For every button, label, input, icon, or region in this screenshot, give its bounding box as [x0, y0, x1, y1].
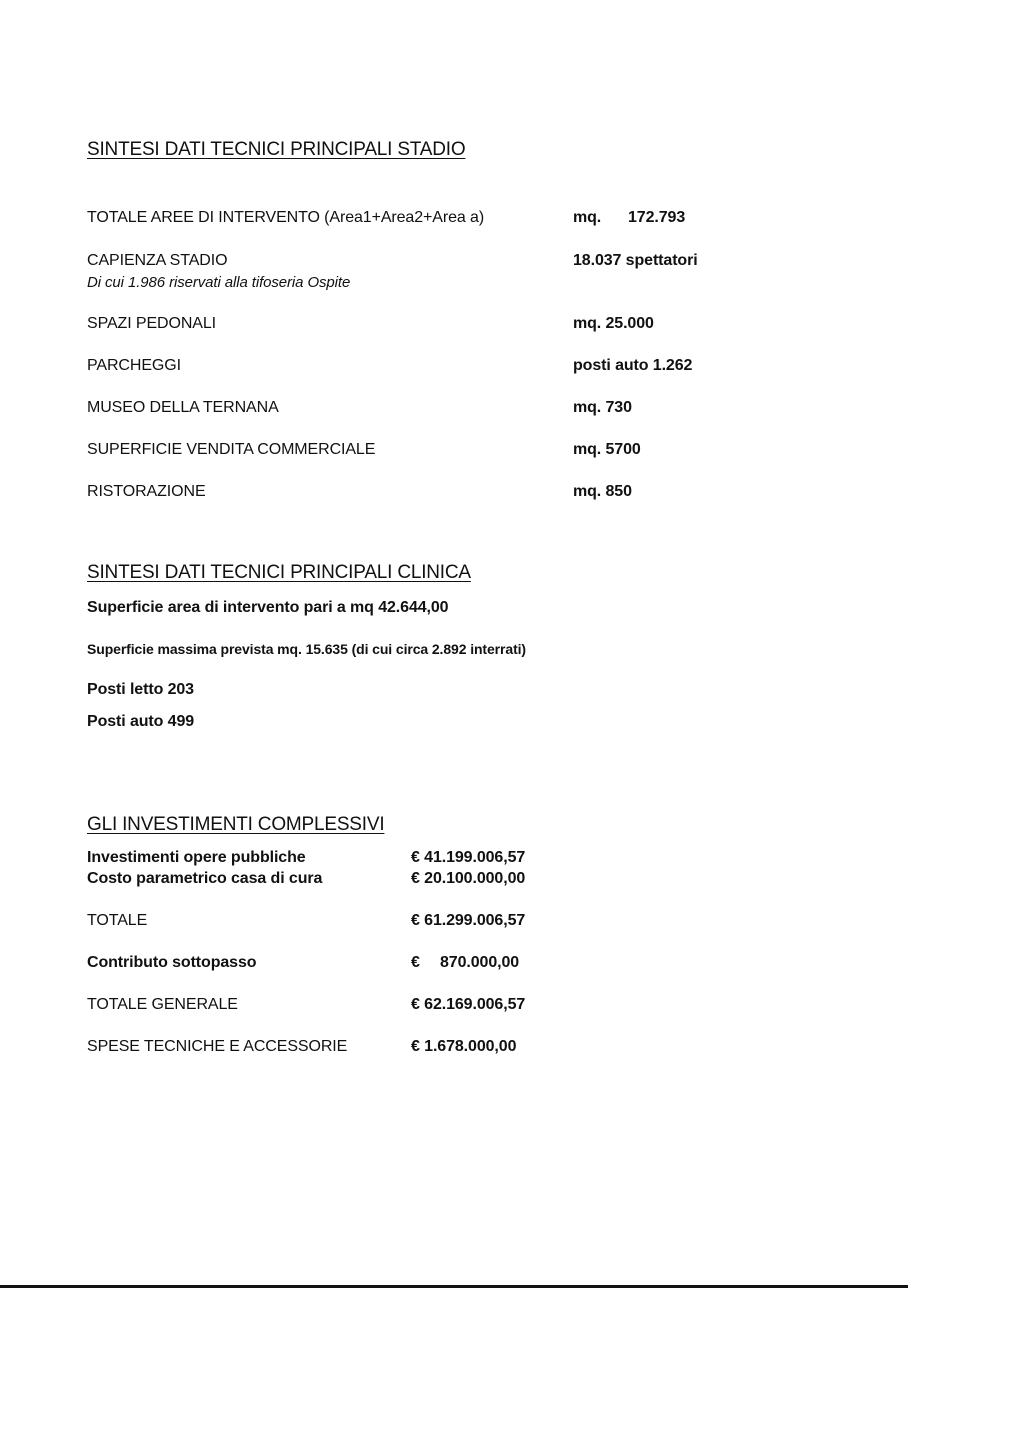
stadio-value-capienza: 18.037 spettatori: [573, 252, 698, 269]
inv-label-opere: Investimenti opere pubbliche: [87, 849, 306, 866]
inv-label-costo: Costo parametrico casa di cura: [87, 870, 323, 887]
clinica-line-posti-auto: Posti auto 499: [87, 713, 195, 730]
stadio-value-ristorazione: mq. 850: [573, 483, 632, 500]
stadio-label-aree: TOTALE AREE DI INTERVENTO (Area1+Area2+Area a): [87, 209, 485, 226]
inv-currency-contributo: €: [411, 954, 420, 971]
investimenti-heading: GLI INVESTIMENTI COMPLESSIVI: [87, 814, 385, 835]
footer-rule: [0, 1285, 908, 1288]
stadio-value-superficie: mq. 5700: [573, 441, 641, 458]
stadio-unit-aree: mq.: [573, 209, 602, 226]
inv-value-totale: € 61.299.006,57: [411, 912, 526, 929]
stadio-label-superficie: SUPERFICIE VENDITA COMMERCIALE: [87, 441, 376, 458]
inv-value-totale-generale: € 62.169.006,57: [411, 996, 526, 1013]
inv-label-spese: SPESE TECNICHE E ACCESSORIE: [87, 1038, 348, 1055]
inv-label-contributo: Contributo sottopasso: [87, 954, 257, 971]
stadio-value-parcheggi: posti auto 1.262: [573, 357, 693, 374]
inv-value-costo: € 20.100.000,00: [411, 870, 526, 887]
stadio-value-spazi: mq. 25.000: [573, 315, 654, 332]
stadio-value-museo: mq. 730: [573, 399, 632, 416]
clinica-line-posti-letto: Posti letto 203: [87, 681, 194, 698]
stadio-label-spazi: SPAZI PEDONALI: [87, 315, 217, 332]
stadio-note-capienza: Di cui 1.986 riservati alla tifoseria Ospite: [87, 274, 351, 291]
stadio-label-parcheggi: PARCHEGGI: [87, 357, 181, 374]
stadio-label-ristorazione: RISTORAZIONE: [87, 483, 206, 500]
inv-amount-contributo: 870.000,00: [440, 954, 520, 971]
inv-value-spese: € 1.678.000,00: [411, 1038, 517, 1055]
inv-value-opere: € 41.199.006,57: [411, 849, 526, 866]
inv-label-totale-generale: TOTALE GENERALE: [87, 996, 238, 1013]
stadio-label-capienza: CAPIENZA STADIO: [87, 252, 228, 269]
stadio-value-aree: 172.793: [628, 209, 686, 226]
stadio-label-museo: MUSEO DELLA TERNANA: [87, 399, 279, 416]
clinica-line-area: Superficie area di intervento pari a mq 42.644,00: [87, 599, 449, 616]
inv-label-totale: TOTALE: [87, 912, 148, 929]
clinica-heading: SINTESI DATI TECNICI PRINCIPALI CLINICA: [87, 562, 471, 583]
stadio-heading: SINTESI DATI TECNICI PRINCIPALI STADIO: [87, 139, 466, 160]
clinica-line-superficie: Superficie massima prevista mq. 15.635 (di cui circa 2.892 interrati): [87, 641, 526, 657]
